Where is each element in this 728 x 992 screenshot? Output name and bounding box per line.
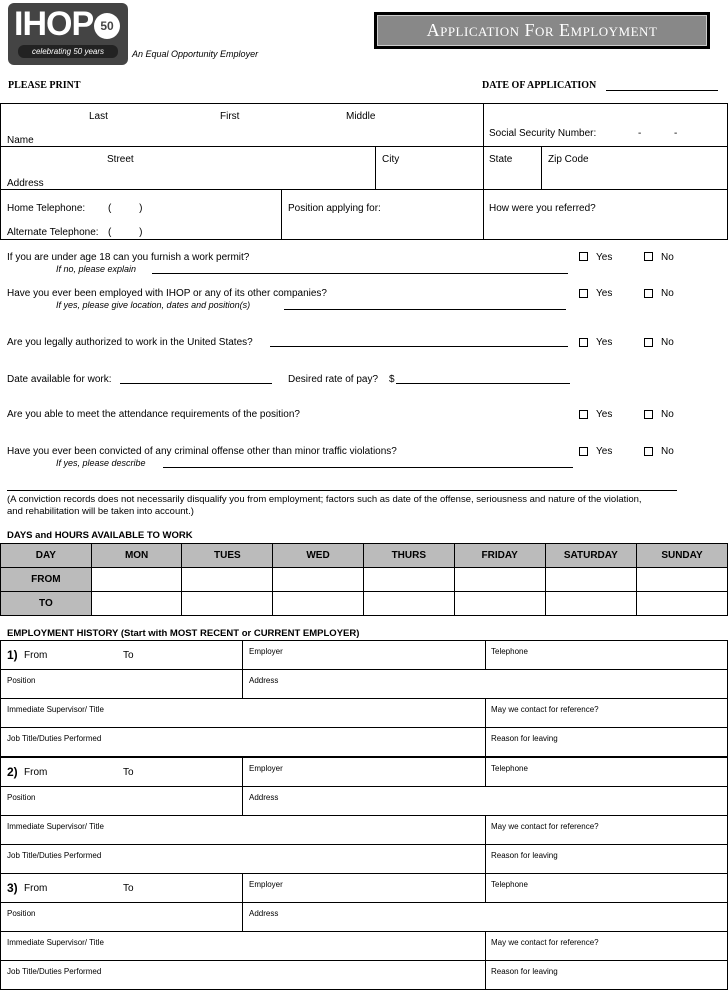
q6-extra-line[interactable] — [7, 490, 677, 491]
tues-from-cell[interactable] — [182, 568, 273, 592]
ssn-label: Social Security Number: — [489, 128, 597, 139]
supervisor-field[interactable] — [1, 932, 485, 960]
saturday-to-cell[interactable] — [545, 592, 636, 616]
wed-to-cell[interactable] — [273, 592, 364, 616]
to-label: To — [123, 650, 134, 661]
employer-number: 2) — [7, 765, 18, 779]
referred-field[interactable] — [484, 190, 727, 240]
q5-yes-checkbox[interactable] — [579, 410, 588, 419]
contact-reference-label: May we contact for reference? — [491, 938, 599, 947]
equal-opportunity-text: An Equal Opportunity Employer — [132, 49, 259, 59]
position-label: Position — [7, 793, 36, 802]
alt-phone-field[interactable]: ( ) — [108, 227, 143, 238]
position-field[interactable] — [282, 190, 483, 240]
to-row — [1, 592, 728, 616]
q6-no-checkbox[interactable] — [644, 447, 653, 456]
middle-label: Middle — [346, 111, 376, 122]
employment-history-heading: EMPLOYMENT HISTORY (Start with MOST RECENT or CURRENT EMPLOYER) — [7, 628, 360, 639]
employer-field[interactable] — [243, 641, 485, 669]
q2-no-checkbox[interactable] — [644, 289, 653, 298]
employer-label: Employer — [249, 880, 283, 889]
availability-header-row — [1, 544, 728, 568]
duties-field[interactable] — [1, 845, 485, 873]
thurs-header: THURS — [363, 544, 454, 568]
q1-explain-field[interactable] — [152, 273, 568, 274]
availability-table — [0, 543, 728, 616]
telephone-label: Telephone — [491, 764, 528, 773]
from-label: From — [24, 883, 48, 894]
city-field[interactable] — [376, 147, 483, 189]
ssn-dash: - — [638, 128, 642, 139]
address-label: Address — [249, 676, 279, 685]
reason-leaving-label: Reason for leaving — [491, 734, 558, 743]
q1-text: If you are under age 18 can you furnish a work permit? — [7, 252, 250, 263]
to-label: To — [123, 883, 134, 894]
address-label: Address — [249, 909, 279, 918]
q3-yes-checkbox[interactable] — [579, 338, 588, 347]
contact-reference-label: May we contact for reference? — [491, 705, 599, 714]
thurs-to-cell[interactable] — [363, 592, 454, 616]
date-of-application-label: DATE OF APPLICATION — [482, 80, 597, 91]
telephone-label: Telephone — [491, 880, 528, 889]
supervisor-field[interactable] — [1, 816, 485, 844]
friday-to-cell[interactable] — [454, 592, 545, 616]
name-label: Name — [7, 135, 34, 146]
position-label: Position applying for: — [288, 203, 381, 214]
alt-phone-label: Alternate Telephone: — [7, 227, 99, 238]
duties-field[interactable] — [1, 728, 485, 756]
from-date-field[interactable] — [52, 759, 120, 784]
friday-header: FRIDAY — [454, 544, 545, 568]
duties-field[interactable] — [1, 961, 485, 989]
q3-text: Are you legally authorized to work in the United States? — [7, 337, 253, 348]
contact-reference-label: May we contact for reference? — [491, 822, 599, 831]
q6-sub-text: If yes, please describe — [56, 458, 146, 468]
page-title: Application For Employment — [377, 15, 707, 46]
title-box — [374, 12, 710, 49]
to-date-field[interactable] — [136, 759, 240, 784]
no-label: No — [661, 337, 674, 348]
position-field[interactable] — [1, 787, 242, 815]
q5-no-checkbox[interactable] — [644, 410, 653, 419]
from-label: FROM — [1, 568, 92, 592]
desired-pay-field[interactable] — [396, 383, 570, 384]
logo-50-badge: 50 — [94, 13, 120, 39]
address-field[interactable] — [0, 147, 375, 189]
first-label: First — [220, 111, 240, 122]
date-available-label: Date available for work: — [7, 374, 112, 385]
home-phone-field[interactable]: ( ) — [108, 203, 143, 214]
mon-to-cell[interactable] — [91, 592, 182, 616]
sunday-header: SUNDAY — [636, 544, 727, 568]
street-label: Street — [107, 154, 134, 165]
contact-reference-field[interactable] — [486, 816, 727, 844]
disclaimer-line-2: and rehabilitation will be taken into account.) — [7, 506, 194, 517]
ihop-logo — [8, 3, 128, 65]
no-label: No — [661, 252, 674, 263]
q1-yes-checkbox[interactable] — [579, 252, 588, 261]
day-header: DAY — [1, 544, 92, 568]
employer-label: Employer — [249, 647, 283, 656]
from-date-field[interactable] — [52, 875, 120, 900]
mon-header: MON — [91, 544, 182, 568]
duties-label: Job Title/Duties Performed — [7, 734, 102, 743]
q6-yes-checkbox[interactable] — [579, 447, 588, 456]
q3-no-checkbox[interactable] — [644, 338, 653, 347]
employer-number: 1) — [7, 648, 18, 662]
to-date-field[interactable] — [136, 642, 240, 667]
zip-label: Zip Code — [548, 154, 589, 165]
saturday-from-cell[interactable] — [545, 568, 636, 592]
from-date-field[interactable] — [52, 642, 120, 667]
employer-field[interactable] — [243, 874, 485, 902]
reason-leaving-field[interactable] — [486, 845, 727, 873]
reason-leaving-label: Reason for leaving — [491, 967, 558, 976]
zip-field[interactable] — [542, 147, 727, 189]
from-row — [1, 568, 728, 592]
yes-label: Yes — [596, 409, 613, 420]
position-field[interactable] — [1, 670, 242, 698]
wed-header: WED — [273, 544, 364, 568]
supervisor-field[interactable] — [1, 699, 485, 727]
contact-reference-field[interactable] — [486, 699, 727, 727]
q2-yes-checkbox[interactable] — [579, 289, 588, 298]
position-label: Position — [7, 909, 36, 918]
state-field[interactable] — [484, 147, 541, 189]
home-phone-label: Home Telephone: — [7, 203, 86, 214]
saturday-header: SATURDAY — [545, 544, 636, 568]
wed-from-cell[interactable] — [273, 568, 364, 592]
no-label: No — [661, 409, 674, 420]
supervisor-label: Immediate Supervisor/ Title — [7, 705, 104, 714]
q2-detail-field[interactable] — [284, 309, 566, 310]
sunday-to-cell[interactable] — [636, 592, 727, 616]
referred-label: How were you referred? — [489, 203, 596, 214]
position-label: Position — [7, 676, 36, 685]
position-field[interactable] — [1, 903, 242, 931]
address-field[interactable] — [243, 903, 727, 931]
name-field[interactable] — [0, 104, 482, 146]
tues-header: TUES — [182, 544, 273, 568]
friday-from-cell[interactable] — [454, 568, 545, 592]
address-field[interactable] — [243, 787, 727, 815]
telephone-label: Telephone — [491, 647, 528, 656]
duties-label: Job Title/Duties Performed — [7, 851, 102, 860]
from-label: From — [24, 650, 48, 661]
q6-text: Have you ever been convicted of any criminal offense other than minor traffic violations? — [7, 446, 397, 457]
reason-leaving-label: Reason for leaving — [491, 851, 558, 860]
to-date-field[interactable] — [136, 875, 240, 900]
please-print-label: PLEASE PRINT — [8, 80, 81, 91]
employer-number: 3) — [7, 881, 18, 895]
no-label: No — [661, 446, 674, 457]
to-label: To — [123, 767, 134, 778]
telephone-field[interactable] — [486, 641, 727, 669]
ssn-field[interactable] — [484, 104, 727, 146]
address-label: Address — [249, 793, 279, 802]
telephone-field[interactable] — [486, 874, 727, 902]
from-label: From — [24, 767, 48, 778]
telephone-field[interactable] — [486, 758, 727, 786]
last-label: Last — [89, 111, 108, 122]
q3-field[interactable] — [270, 346, 568, 347]
mon-from-cell[interactable] — [91, 568, 182, 592]
sunday-from-cell[interactable] — [636, 568, 727, 592]
to-label: TO — [1, 592, 92, 616]
q2-sub-text: If yes, please give location, dates and position(s) — [56, 300, 251, 310]
q6-describe-field[interactable] — [163, 467, 573, 468]
q2-text: Have you ever been employed with IHOP or any of its other companies? — [7, 288, 327, 299]
desired-pay-label: Desired rate of pay? — [288, 374, 379, 385]
address-label: Address — [7, 178, 44, 189]
q1-no-checkbox[interactable] — [644, 252, 653, 261]
employer-field[interactable] — [243, 758, 485, 786]
tues-to-cell[interactable] — [182, 592, 273, 616]
q1-sub-text: If no, please explain — [56, 264, 137, 274]
supervisor-label: Immediate Supervisor/ Title — [7, 822, 104, 831]
date-available-field[interactable] — [120, 383, 272, 384]
reason-leaving-field[interactable] — [486, 961, 727, 989]
yes-label: Yes — [596, 252, 613, 263]
supervisor-label: Immediate Supervisor/ Title — [7, 938, 104, 947]
q5-text: Are you able to meet the attendance requirements of the position? — [7, 409, 300, 420]
address-field[interactable] — [243, 670, 727, 698]
reason-leaving-field[interactable] — [486, 728, 727, 756]
logo-wordmark: IHOP — [14, 5, 94, 43]
disclaimer-line-1: (A conviction records does not necessarily disqualify you from employment; factors such as date of the offense, seriousness and nature of the violation, — [7, 494, 642, 505]
yes-label: Yes — [596, 337, 613, 348]
no-label: No — [661, 288, 674, 299]
dollar-sign: $ — [389, 374, 395, 385]
logo-tagline: celebrating 50 years — [18, 45, 118, 58]
employer-label: Employer — [249, 764, 283, 773]
city-label: City — [382, 154, 400, 165]
date-of-application-field[interactable] — [606, 90, 718, 91]
state-label: State — [489, 154, 513, 165]
yes-label: Yes — [596, 288, 613, 299]
duties-label: Job Title/Duties Performed — [7, 967, 102, 976]
contact-reference-field[interactable] — [486, 932, 727, 960]
ssn-dash: - — [674, 128, 678, 139]
thurs-from-cell[interactable] — [363, 568, 454, 592]
availability-heading: DAYS and HOURS AVAILABLE TO WORK — [7, 530, 193, 541]
yes-label: Yes — [596, 446, 613, 457]
